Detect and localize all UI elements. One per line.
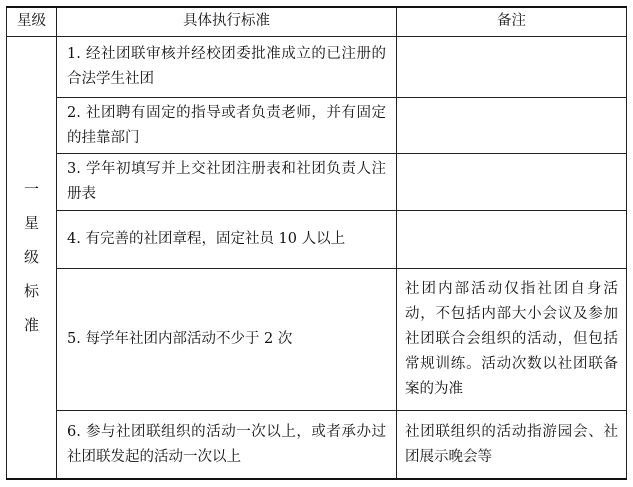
note-cell: 社团内部活动仅指社团自身活动，不包括内部大小会议及参加社团联合会组织的活动，但包括常规训练。活动次数以社团联备案的为准 (397, 268, 627, 410)
table-row (7, 154, 627, 211)
table-row (7, 268, 627, 410)
standard-cell: 1. 经社团联审核并经校团委批准成立的已注册的合法学生社团 (57, 36, 397, 97)
header-star-level: 星级 (7, 7, 57, 36)
standard-cell: 3. 学年初填写并上交社团注册表和社团负责人注册表 (57, 154, 397, 211)
note-cell: 社团联组织的活动指游园会、社团展示晚会等 (397, 411, 627, 479)
level-cell (7, 36, 57, 479)
note-cell (397, 154, 627, 211)
table-row (7, 97, 627, 154)
level-label: 一星级标准 (23, 180, 39, 335)
standard-cell: 2. 社团聘有固定的指导或者负责老师，并有固定的挂靠部门 (57, 97, 397, 154)
table-row (7, 411, 627, 479)
standard-cell: 6. 参与社团联组织的活动一次以上，或者承办过社团联发起的活动一次以上 (57, 411, 397, 479)
standard-cell: 4. 有完善的社团章程，固定社员 10 人以上 (57, 211, 397, 269)
note-cell (397, 36, 627, 97)
header-note: 备注 (397, 7, 627, 36)
note-cell (397, 97, 627, 154)
table-row (7, 36, 627, 97)
star-criteria-table (6, 6, 627, 480)
note-cell (397, 211, 627, 269)
table-header-row (7, 7, 627, 36)
table-row (7, 211, 627, 269)
header-standard: 具体执行标准 (57, 7, 397, 36)
standard-cell: 5. 每学年社团内部活动不少于 2 次 (57, 268, 397, 410)
